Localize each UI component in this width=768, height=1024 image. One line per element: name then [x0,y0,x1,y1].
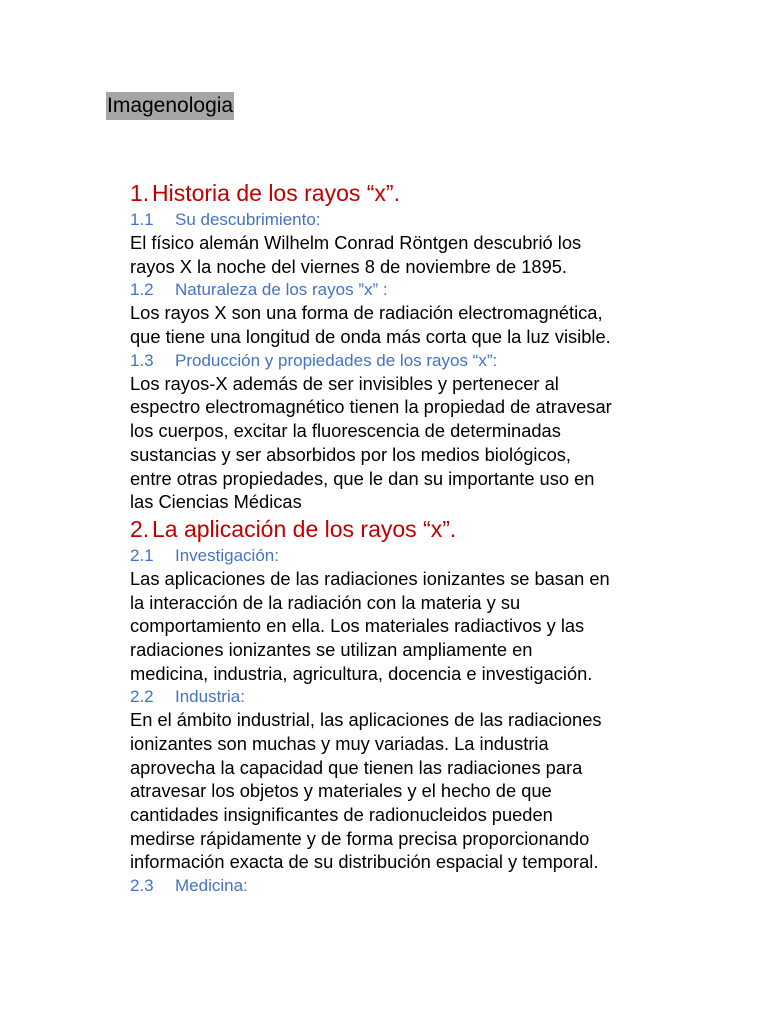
paragraph-line: atravesar los objetos y materiales y el hecho de que [130,780,552,802]
paragraph-line: que tiene una longitud de onda más corta que la luz visible. [130,326,611,348]
paragraph [130,567,690,685]
subsection-title: Medicina: [175,876,248,896]
section-heading [130,178,690,208]
subsection-heading [130,208,690,231]
document-title: Imagenologia [106,92,234,120]
paragraph-line: ionizantes son muchas y muy variadas. La industria [130,733,549,754]
subsection-heading [130,874,690,897]
section-heading [130,514,690,544]
paragraph [130,301,690,348]
paragraph-line: medirse rápidamente y de forma precisa proporcionando [130,827,590,849]
subsection-title: Su descubrimiento: [175,210,321,229]
paragraph-line: la interacción de la radiación con la materia y su [130,591,521,613]
paragraph-line: Los rayos-X además de ser invisibles y pertenecer al [130,372,559,394]
paragraph-line: entre otras propiedades, que le dan su importante uso en [130,467,595,489]
section-number: 2. [130,515,150,542]
subsection-heading [130,685,690,708]
paragraph-line: aprovecha la capacidad que tienen las radiaciones para [130,756,583,778]
paragraph-line: las Ciencias Médicas [130,491,302,513]
document-body [130,178,690,897]
paragraph-line: Los rayos X son una forma de radiación electromagnética, [130,302,603,324]
paragraph-line: espectro electromagnético tienen la propiedad de atravesar [130,396,612,418]
paragraph-line: El físico alemán Wilhelm Conrad Röntgen descubrió los [130,232,582,253]
subsection-number: 2.1 [130,545,154,565]
subsection-heading [130,349,690,372]
section-title: La aplicación de los rayos “x”. [152,515,457,542]
subsection-heading [130,278,690,301]
paragraph-line: cantidades insignificantes de radionucleidos pueden [130,804,553,826]
paragraph-line: información exacta de su distribución espacial y temporal. [130,851,599,873]
section-number: 1. [130,180,150,206]
subsection-title: Producción y propiedades de los rayos “x”: [175,350,498,370]
paragraph-line: radiaciones ionizantes se utilizan ampliamente en [130,638,533,660]
paragraph-line: En el ámbito industrial, las aplicaciones de las radiaciones [130,709,602,731]
subsection-number: 2.3 [130,876,154,896]
subsection-title: Investigación: [175,545,279,565]
paragraph [130,231,690,278]
paragraph [130,708,690,874]
subsection-number: 1.2 [130,280,154,300]
subsection-title: Industria: [175,687,245,707]
paragraph-line: Las aplicaciones de las radiaciones ionizantes se basan en [130,567,610,589]
subsection-title: Naturaleza de los rayos ”x” : [175,280,388,300]
paragraph-line: medicina, industria, agricultura, docencia e investigación. [130,662,593,684]
paragraph-line: los cuerpos, excitar la fluorescencia de determinadas [130,420,561,442]
section-title: Historia de los rayos “x”. [152,180,400,206]
paragraph-line: rayos X la noche del viernes 8 de noviembre de 1895. [130,255,567,277]
subsection-heading [130,544,690,567]
subsection-number: 1.3 [130,350,154,370]
paragraph-line: comportamiento en ella. Los materiales radiactivos y las [130,615,585,637]
subsection-number: 1.1 [130,210,154,229]
paragraph-line: sustancias y ser absorbidos por los medios biológicos, [130,443,571,465]
subsection-number: 2.2 [130,687,154,707]
paragraph [130,372,690,514]
